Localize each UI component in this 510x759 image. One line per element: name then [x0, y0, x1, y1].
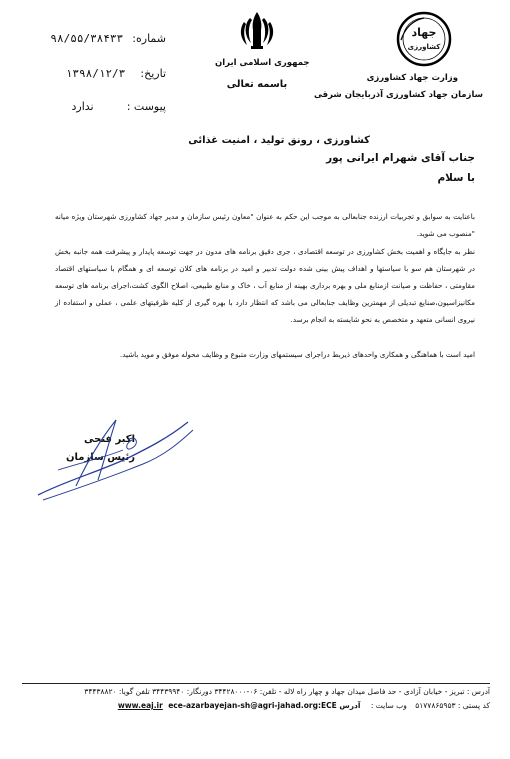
signer-title: رئیس سازمان — [65, 452, 135, 463]
logo-text-bottom: کشاورزی — [407, 43, 441, 51]
jahad-logo — [395, 10, 453, 68]
ministry-name: وزارت جهاد کشاورزی — [366, 73, 458, 83]
footer-divider — [22, 683, 490, 684]
attachment-row — [30, 95, 166, 114]
body-paragraph-3: امید است با هماهنگی و همکاری واحدهای ذیربط دراجرای سیستمهای وزارت متبوع و وظایف محوله موفق و موید باشید. — [119, 350, 475, 359]
number-row — [30, 27, 166, 46]
iran-emblem-icon — [238, 10, 276, 50]
body-paragraph-2: نظر به جایگاه و اهمیت بخش کشاورزی در توسعه اقتصادی ، جری دقیق برنامه های مدون در جهت توسعه پایدار و پیشرفت همه جانبه بخش در شهرستان هم سو با سیاستها و اهداف پیش بینی شده دولت تدبیر و امید در برنامه های کلان توسعه ای و همگام با سیاستهای اقتصاد مقاومتی ، حفاظت و صیانت ازمنابع ملی و بهره برداری بهینه از منابع آب ، خاک و منابع طبیعی، اصلاح الگوی کشت،اجرای برنامه های توسعه مکانیزاسیون،صنایع تبدیلی از مهمترین وظایف جنابعالی می باشد که انتظار دارد با بهره گیری از کلیه ظرفیتهای علمی ، عملی و استفاده از نیروی انسانی متعهد و متخصص به نحو شایسته به انجام برسد. — [55, 247, 475, 324]
footer-postal-code: کد پستی : ۵۱۷۷۸۶۵۹۵۳ — [415, 701, 490, 710]
republic-name: جمهوری اسلامی ایران — [215, 58, 310, 68]
invocation: باسمه تعالی — [226, 79, 288, 90]
date-value: ۱۳۹۸/۱۲/۳ — [65, 67, 126, 80]
date-label: تاریخ: — [140, 67, 166, 80]
attachment-value: ندارد — [71, 100, 94, 113]
organization-name: سازمان جهاد کشاورزی آذربایجان شرقی — [313, 90, 483, 100]
footer-email[interactable]: ece-azarbayejan-sh@agri-jahad.org:ECE آدرس — [168, 701, 361, 710]
recipient: جناب آقای شهرام ایرانی پور — [326, 152, 475, 164]
number-label: شماره: — [132, 32, 166, 45]
letter-subject: کشاورزی ، رونق تولید ، امنیت غذائی — [188, 135, 370, 146]
footer-website-label: وب سایت : — [370, 701, 407, 710]
footer-contact-row — [22, 701, 490, 710]
attachment-label: پیوست : — [126, 100, 166, 113]
date-row — [30, 62, 166, 81]
logo-text-top: جهاد — [411, 26, 437, 39]
footer-website-link[interactable]: www.eaj.ir — [117, 701, 163, 710]
footer-address: آدرس : تبریز - خیابان آزادی - حد فاصل میدان جهاد و چهار راه لاله - تلفن: ۰۶-۳۴۴۲۸۰۰۰ دورنگار: ۳۴۴۳۹۹۴۰ تلفن گویا: ۳۴۴۳۸۸۲۰ — [84, 687, 490, 696]
greeting: با سلام — [437, 172, 475, 184]
body-paragraph-1: باعنایت به سوابق و تجربیات ارزنده جنابعالی به موجب این حکم به عنوان "معاون رئیس سازمان و مدیر جهاد کشاورزی شهرستان ویژه میانه "منصوب می شوید. — [55, 212, 475, 238]
signature-scribble-icon — [28, 400, 198, 510]
number-value: ۹۸/۵۵/۳۸۴۳۳ — [50, 32, 124, 45]
signer-name: اکبر فتحی — [84, 434, 135, 445]
